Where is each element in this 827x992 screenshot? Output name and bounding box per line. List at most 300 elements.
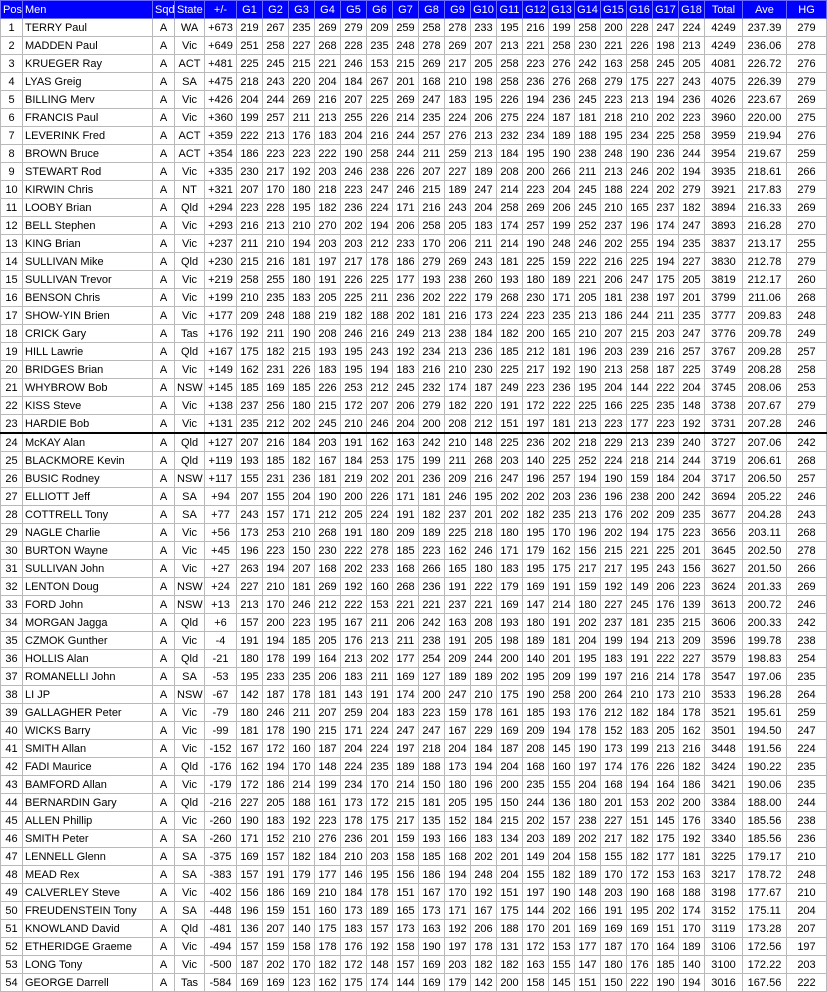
column-header-men: Men	[23, 1, 153, 19]
game-score-cell: 200	[601, 19, 627, 37]
game-score-cell: 172	[523, 397, 549, 415]
table-row	[1, 812, 827, 830]
game-score-cell: 167	[419, 884, 445, 902]
game-score-cell: 178	[367, 253, 393, 271]
game-score-cell: 200	[263, 614, 289, 632]
game-score-cell: 167	[341, 614, 367, 632]
high-game-cell: 224	[787, 740, 827, 758]
game-score-cell: 256	[263, 397, 289, 415]
high-game-cell: 204	[787, 902, 827, 920]
game-score-cell: 202	[419, 289, 445, 307]
game-score-cell: 161	[497, 704, 523, 722]
game-score-cell: 202	[653, 181, 679, 199]
game-score-cell: 165	[627, 199, 653, 217]
plus-minus-cell: +426	[205, 91, 237, 109]
game-score-cell: 184	[471, 325, 497, 343]
game-score-cell: 187	[601, 938, 627, 956]
game-score-cell: 248	[549, 235, 575, 253]
game-score-cell: 213	[471, 127, 497, 145]
bowler-name-cell: BELL Stephen	[23, 217, 153, 235]
game-score-cell: 204	[341, 127, 367, 145]
total-cell: 3921	[705, 181, 743, 199]
game-score-cell: 199	[549, 217, 575, 235]
game-score-cell: 212	[367, 235, 393, 253]
game-score-cell: 184	[289, 433, 315, 452]
game-score-cell: 235	[653, 397, 679, 415]
table-row	[1, 163, 827, 181]
game-score-cell: 211	[289, 704, 315, 722]
average-cell: 218.61	[743, 163, 787, 181]
pos-cell: 1	[1, 19, 23, 37]
game-score-cell: 209	[653, 506, 679, 524]
squad-cell: A	[153, 163, 175, 181]
state-cell: Qld	[175, 343, 205, 361]
game-score-cell: 183	[289, 289, 315, 307]
game-score-cell: 187	[653, 361, 679, 379]
average-cell: 190.06	[743, 776, 787, 794]
game-score-cell: 151	[653, 920, 679, 938]
game-score-cell: 161	[315, 794, 341, 812]
squad-cell: A	[153, 343, 175, 361]
game-score-cell: 194	[471, 758, 497, 776]
game-score-cell: 203	[653, 325, 679, 343]
high-game-cell: 210	[787, 884, 827, 902]
game-score-cell: 235	[679, 307, 705, 325]
game-score-cell: 175	[549, 560, 575, 578]
column-header-g12: G12	[523, 1, 549, 19]
squad-cell: A	[153, 145, 175, 163]
game-score-cell: 199	[575, 668, 601, 686]
state-cell: Vic	[175, 307, 205, 325]
game-score-cell: 155	[549, 956, 575, 974]
game-score-cell: 190	[289, 722, 315, 740]
game-score-cell: 181	[315, 686, 341, 704]
game-score-cell: 176	[627, 758, 653, 776]
game-score-cell: 151	[497, 884, 523, 902]
table-row	[1, 73, 827, 91]
game-score-cell: 178	[315, 938, 341, 956]
game-score-cell: 171	[237, 830, 263, 848]
game-score-cell: 216	[315, 91, 341, 109]
game-score-cell: 151	[289, 902, 315, 920]
pos-cell: 53	[1, 956, 23, 974]
plus-minus-cell: +199	[205, 289, 237, 307]
game-score-cell: 175	[653, 524, 679, 542]
high-game-cell: 266	[787, 560, 827, 578]
total-cell: 3717	[705, 470, 743, 488]
average-cell: 216.28	[743, 217, 787, 235]
bowler-name-cell: GEORGE Darrell	[23, 974, 153, 992]
game-score-cell: 192	[341, 578, 367, 596]
game-score-cell: 173	[419, 902, 445, 920]
game-score-cell: 187	[497, 740, 523, 758]
total-cell: 3776	[705, 325, 743, 343]
game-score-cell: 159	[549, 253, 575, 271]
game-score-cell: 145	[549, 740, 575, 758]
game-score-cell: 195	[523, 668, 549, 686]
squad-cell: A	[153, 307, 175, 325]
game-score-cell: 191	[549, 578, 575, 596]
game-score-cell: 203	[601, 343, 627, 361]
game-score-cell: 219	[315, 307, 341, 325]
game-score-cell: 247	[679, 325, 705, 343]
average-cell: 173.28	[743, 920, 787, 938]
game-score-cell: 191	[367, 686, 393, 704]
game-score-cell: 169	[497, 596, 523, 614]
game-score-cell: 202	[653, 902, 679, 920]
game-score-cell: 194	[627, 524, 653, 542]
game-score-cell: 202	[627, 506, 653, 524]
game-score-cell: 243	[471, 253, 497, 271]
state-cell: Vic	[175, 397, 205, 415]
plus-minus-cell: +354	[205, 145, 237, 163]
game-score-cell: 268	[497, 289, 523, 307]
game-score-cell: 152	[601, 722, 627, 740]
game-score-cell: 204	[289, 488, 315, 506]
game-score-cell: 174	[367, 974, 393, 992]
squad-cell: A	[153, 848, 175, 866]
game-score-cell: 247	[367, 181, 393, 199]
game-score-cell: 243	[679, 73, 705, 91]
game-score-cell: 163	[523, 956, 549, 974]
game-score-cell: 235	[263, 289, 289, 307]
average-cell: 206.50	[743, 470, 787, 488]
total-cell: 3217	[705, 866, 743, 884]
game-score-cell: 278	[445, 19, 471, 37]
game-score-cell: 196	[627, 217, 653, 235]
pos-cell: 29	[1, 524, 23, 542]
game-score-cell: 210	[341, 415, 367, 434]
game-score-cell: 162	[549, 542, 575, 560]
plus-minus-cell: +360	[205, 109, 237, 127]
squad-cell: A	[153, 902, 175, 920]
average-cell: 172.22	[743, 956, 787, 974]
game-score-cell: 183	[341, 920, 367, 938]
bowler-name-cell: NAGLE Charlie	[23, 524, 153, 542]
game-score-cell: 182	[315, 199, 341, 217]
game-score-cell: 176	[341, 632, 367, 650]
game-score-cell: 232	[497, 127, 523, 145]
game-score-cell: 225	[237, 55, 263, 73]
pos-cell: 45	[1, 812, 23, 830]
plus-minus-cell: -500	[205, 956, 237, 974]
game-score-cell: 190	[419, 938, 445, 956]
game-score-cell: 216	[367, 325, 393, 343]
pos-cell: 36	[1, 650, 23, 668]
average-cell: 200.72	[743, 596, 787, 614]
game-score-cell: 171	[393, 199, 419, 217]
squad-cell: A	[153, 956, 175, 974]
game-score-cell: 207	[237, 433, 263, 452]
plus-minus-cell: +177	[205, 307, 237, 325]
game-score-cell: 269	[289, 91, 315, 109]
game-score-cell: 146	[341, 866, 367, 884]
game-score-cell: 175	[653, 271, 679, 289]
game-score-cell: 269	[445, 37, 471, 55]
game-score-cell: 157	[237, 866, 263, 884]
game-score-cell: 245	[575, 91, 601, 109]
game-score-cell: 191	[445, 632, 471, 650]
state-cell: NT	[175, 181, 205, 199]
squad-cell: A	[153, 884, 175, 902]
game-score-cell: 169	[393, 668, 419, 686]
total-cell: 3749	[705, 361, 743, 379]
squad-cell: A	[153, 830, 175, 848]
game-score-cell: 123	[289, 974, 315, 992]
total-cell: 3694	[705, 488, 743, 506]
total-cell: 3731	[705, 415, 743, 434]
game-score-cell: 206	[549, 199, 575, 217]
high-game-cell: 248	[787, 307, 827, 325]
game-score-cell: 203	[341, 235, 367, 253]
table-row	[1, 830, 827, 848]
game-score-cell: 179	[471, 289, 497, 307]
game-score-cell: 155	[601, 848, 627, 866]
game-score-cell: 199	[315, 776, 341, 794]
game-score-cell: 227	[653, 73, 679, 91]
game-score-cell: 164	[315, 650, 341, 668]
game-score-cell: 211	[367, 614, 393, 632]
game-score-cell: 214	[393, 776, 419, 794]
game-score-cell: 257	[523, 217, 549, 235]
game-score-cell: 178	[679, 668, 705, 686]
game-score-cell: 169	[263, 379, 289, 397]
bowler-name-cell: LOOBY Brian	[23, 199, 153, 217]
table-row	[1, 235, 827, 253]
game-score-cell: 196	[523, 470, 549, 488]
game-score-cell: 159	[263, 902, 289, 920]
game-score-cell: 193	[315, 343, 341, 361]
high-game-cell: 238	[787, 632, 827, 650]
state-cell: Vic	[175, 722, 205, 740]
table-row	[1, 920, 827, 938]
game-score-cell: 180	[237, 704, 263, 722]
game-score-cell: 258	[419, 19, 445, 37]
game-score-cell: 182	[497, 956, 523, 974]
game-score-cell: 131	[497, 938, 523, 956]
pos-cell: 16	[1, 289, 23, 307]
game-score-cell: 212	[315, 506, 341, 524]
game-score-cell: 197	[653, 289, 679, 307]
game-score-cell: 204	[341, 740, 367, 758]
plus-minus-cell: +138	[205, 397, 237, 415]
game-score-cell: 181	[419, 307, 445, 325]
game-score-cell: 185	[289, 379, 315, 397]
game-score-cell: 230	[315, 542, 341, 560]
game-score-cell: 192	[367, 938, 393, 956]
total-cell: 3954	[705, 145, 743, 163]
game-score-cell: 236	[549, 91, 575, 109]
average-cell: 201.33	[743, 578, 787, 596]
game-score-cell: 151	[575, 974, 601, 992]
game-score-cell: 195	[523, 560, 549, 578]
game-score-cell: 185	[263, 452, 289, 470]
high-game-cell: 242	[787, 614, 827, 632]
squad-cell: A	[153, 650, 175, 668]
bowler-name-cell: COTTRELL Tony	[23, 506, 153, 524]
game-score-cell: 168	[601, 776, 627, 794]
game-score-cell: 248	[601, 145, 627, 163]
game-score-cell: 183	[315, 127, 341, 145]
table-row	[1, 776, 827, 794]
game-score-cell: 213	[627, 91, 653, 109]
plus-minus-cell: +56	[205, 524, 237, 542]
game-score-cell: 244	[393, 145, 419, 163]
average-cell: 217.83	[743, 181, 787, 199]
pos-cell: 15	[1, 271, 23, 289]
game-score-cell: 184	[341, 884, 367, 902]
game-score-cell: 227	[237, 578, 263, 596]
game-score-cell: 229	[471, 722, 497, 740]
bowler-name-cell: HILL Lawrie	[23, 343, 153, 361]
game-score-cell: 204	[601, 379, 627, 397]
game-score-cell: 235	[653, 614, 679, 632]
game-score-cell: 233	[367, 560, 393, 578]
table-row	[1, 542, 827, 560]
plus-minus-cell: +167	[205, 343, 237, 361]
state-cell: NSW	[175, 470, 205, 488]
column-header-g18: G18	[679, 1, 705, 19]
game-score-cell: 236	[523, 433, 549, 452]
game-score-cell: 172	[237, 776, 263, 794]
game-score-cell: 236	[341, 199, 367, 217]
game-score-cell: 252	[575, 217, 601, 235]
game-score-cell: 163	[679, 866, 705, 884]
game-score-cell: 184	[341, 73, 367, 91]
pos-cell: 41	[1, 740, 23, 758]
game-score-cell: 186	[263, 884, 289, 902]
game-score-cell: 200	[523, 325, 549, 343]
table-row	[1, 974, 827, 992]
game-score-cell: 191	[549, 614, 575, 632]
squad-cell: A	[153, 740, 175, 758]
game-score-cell: 246	[341, 325, 367, 343]
game-score-cell: 190	[289, 325, 315, 343]
game-score-cell: 235	[367, 758, 393, 776]
game-score-cell: 260	[471, 271, 497, 289]
game-score-cell: 238	[367, 163, 393, 181]
state-cell: Vic	[175, 289, 205, 307]
game-score-cell: 180	[575, 596, 601, 614]
game-score-cell: 195	[627, 560, 653, 578]
game-score-cell: 223	[653, 415, 679, 434]
bowler-name-cell: BROWN Bruce	[23, 145, 153, 163]
state-cell: Vic	[175, 415, 205, 434]
average-cell: 188.00	[743, 794, 787, 812]
bowler-name-cell: BURTON Wayne	[23, 542, 153, 560]
game-score-cell: 219	[237, 19, 263, 37]
game-score-cell: 203	[601, 884, 627, 902]
bowler-name-cell: LEVERINK Fred	[23, 127, 153, 145]
bowler-name-cell: CZMOK Gunther	[23, 632, 153, 650]
game-score-cell: 182	[523, 506, 549, 524]
game-score-cell: 216	[679, 740, 705, 758]
game-score-cell: 157	[263, 848, 289, 866]
game-score-cell: 202	[289, 415, 315, 434]
game-score-cell: 195	[523, 145, 549, 163]
high-game-cell: 207	[787, 920, 827, 938]
game-score-cell: 202	[549, 433, 575, 452]
game-score-cell: 156	[393, 866, 419, 884]
game-score-cell: 149	[627, 578, 653, 596]
average-cell: 197.06	[743, 668, 787, 686]
game-score-cell: 177	[575, 938, 601, 956]
game-score-cell: 212	[601, 704, 627, 722]
game-score-cell: 247	[497, 470, 523, 488]
game-score-cell: 258	[627, 361, 653, 379]
squad-cell: A	[153, 181, 175, 199]
game-score-cell: 263	[237, 560, 263, 578]
game-score-cell: 195	[471, 488, 497, 506]
game-score-cell: 172	[627, 866, 653, 884]
column-header-g8: G8	[419, 1, 445, 19]
column-header-sqd: Sqd	[153, 1, 175, 19]
state-cell: WA	[175, 19, 205, 37]
game-score-cell: 206	[601, 271, 627, 289]
game-score-cell: 218	[575, 433, 601, 452]
game-score-cell: 215	[497, 812, 523, 830]
table-row	[1, 956, 827, 974]
column-header-g10: G10	[471, 1, 497, 19]
high-game-cell: 235	[787, 776, 827, 794]
pos-cell: 37	[1, 668, 23, 686]
game-score-cell: 148	[315, 758, 341, 776]
game-score-cell: 218	[471, 524, 497, 542]
game-score-cell: 216	[627, 668, 653, 686]
game-score-cell: 246	[341, 163, 367, 181]
game-score-cell: 222	[471, 578, 497, 596]
game-score-cell: 208	[315, 325, 341, 343]
game-score-cell: 204	[393, 415, 419, 434]
game-score-cell: 201	[679, 289, 705, 307]
plus-minus-cell: +131	[205, 415, 237, 434]
game-score-cell: 208	[497, 163, 523, 181]
pos-cell: 12	[1, 217, 23, 235]
game-score-cell: 164	[653, 938, 679, 956]
squad-cell: A	[153, 596, 175, 614]
game-score-cell: 194	[627, 776, 653, 794]
state-cell: NSW	[175, 686, 205, 704]
game-score-cell: 163	[393, 433, 419, 452]
game-score-cell: 183	[627, 722, 653, 740]
average-cell: 226.39	[743, 73, 787, 91]
average-cell: 205.22	[743, 488, 787, 506]
game-score-cell: 187	[315, 740, 341, 758]
squad-cell: A	[153, 866, 175, 884]
table-row	[1, 848, 827, 866]
game-score-cell: 213	[315, 109, 341, 127]
game-score-cell: 175	[653, 830, 679, 848]
game-score-cell: 196	[575, 524, 601, 542]
game-score-cell: 251	[237, 37, 263, 55]
game-score-cell: 177	[393, 271, 419, 289]
game-score-cell: 258	[549, 37, 575, 55]
game-score-cell: 206	[315, 668, 341, 686]
game-score-cell: 169	[419, 974, 445, 992]
game-score-cell: 178	[471, 938, 497, 956]
pos-cell: 8	[1, 145, 23, 163]
game-score-cell: 181	[315, 470, 341, 488]
game-score-cell: 183	[263, 812, 289, 830]
game-score-cell: 255	[263, 271, 289, 289]
high-game-cell: 268	[787, 289, 827, 307]
game-score-cell: 234	[523, 127, 549, 145]
game-score-cell: 140	[679, 956, 705, 974]
game-score-cell: 163	[419, 920, 445, 938]
average-cell: 194.50	[743, 722, 787, 740]
game-score-cell: 175	[341, 974, 367, 992]
game-score-cell: 142	[471, 974, 497, 992]
